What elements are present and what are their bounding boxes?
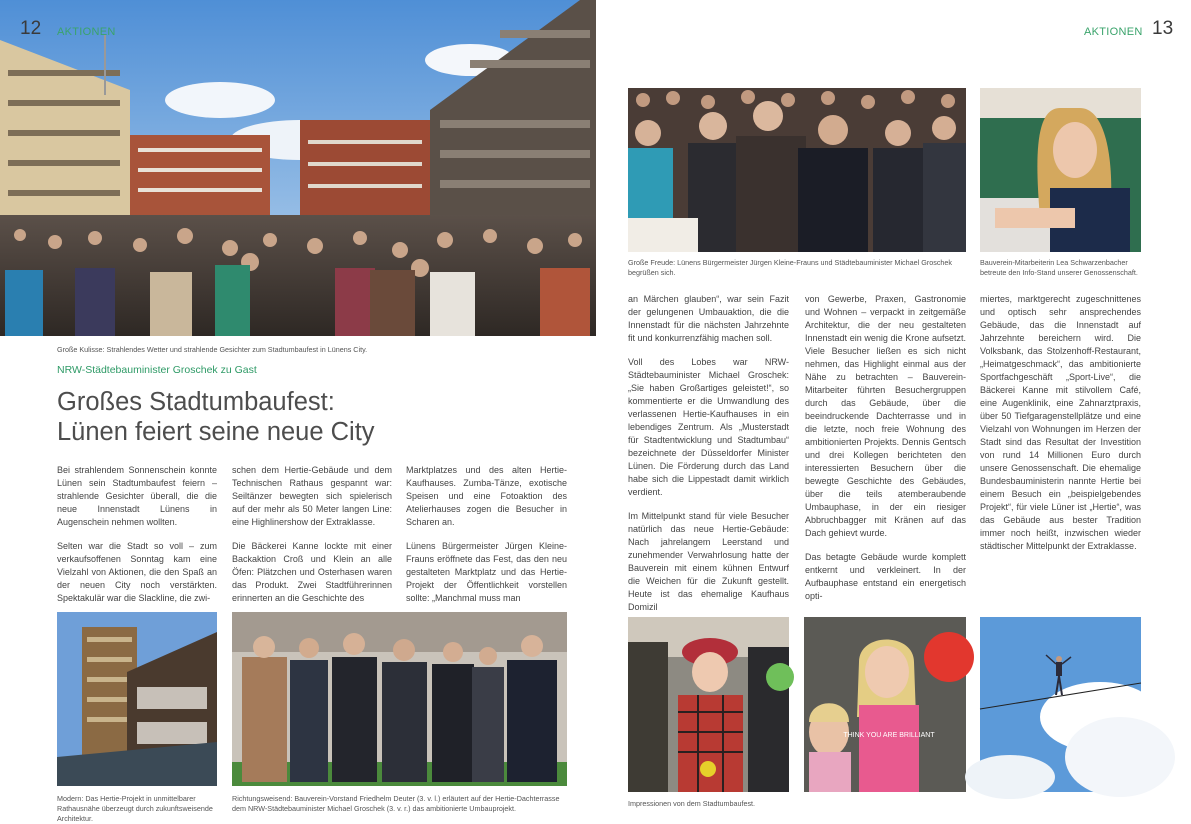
paragraph: Marktplatzes und des alten Hertie-Kaufhauses. Zumba-Tänze, exotische Speisen und eine Fotoaktion des Atelierhauses zogen die Besucher in Scharen an. bbox=[406, 465, 567, 527]
caption-greeting: Große Freude: Lünens Bürgermeister Jürgen Kleine-Frauns und Städtebauminister Michael Groschek begrüßen sich. bbox=[628, 258, 952, 277]
left-text-column-3 bbox=[406, 464, 567, 616]
caption-employee: Bauverein-Mitarbeiterin Lea Schwarzenbacher betreute den Info-Stand unserer Genossenschaft. bbox=[980, 258, 1138, 277]
page-number-right: 13 bbox=[1152, 18, 1174, 39]
left-text-column-1 bbox=[57, 464, 217, 616]
tshirt-text: THINK YOU ARE BRILLIANT bbox=[843, 732, 935, 739]
article-kicker: NRW-Städtebauminister Groschek zu Gast bbox=[57, 364, 257, 376]
photo-impression-children bbox=[804, 617, 966, 792]
paragraph: an Märchen glauben“, war sein Fazit der gelungenen Umbauaktion, die die Innenstadt für die nächsten Jahrzehnte fit und konkurrenzfähig machen soll. bbox=[628, 294, 789, 343]
section-label-left: AKTIONEN bbox=[57, 26, 116, 38]
right-text-column-2 bbox=[805, 293, 966, 614]
photo-mayor-minister-greeting bbox=[628, 88, 966, 252]
caption-impressions: Impressionen von dem Stadtumbaufest. bbox=[628, 799, 756, 808]
photo-impression-slackline bbox=[980, 617, 1141, 792]
paragraph: Im Mittelpunkt stand für viele Besucher natürlich das neue Hertie-Gebäude: Nach jahrelangem Leerstand und zunehmender Verwahrlosung hatte der Bauverein mit einem kühnen Entwurf die Weichen für die Zukunft gestellt. Heute ist das ehemalige Kaufhaus Domizil bbox=[628, 511, 789, 612]
paragraph: miertes, marktgerecht zugeschnittenes und optisch sehr ansprechendes Gebäude, das die Innenstadt auf Jahrzehnte bereichern wird. Die Volksbank, das Stolzenhoff-Restaurant, „Heimatgeschmack“, das ambitionierte Sportfachgeschäft „Sport-Live“, die Bäckerei Kanne mit stilvollem Café, eine Augenklinik, eine Zahnarztpraxis, über 50 Tiefgaragenstellplätze und eine Vielzahl von Wohnungen im Herzen der Stadt sind das Resultat der Investition von rund 14 Millionen Euro durch unsere Genossenschaft. Die ehemalige Bundesbauministerin nannte Hertie bei einem Besuch ein „beispielgebendes Projekt“, für viele Lüner ist „Hertie“, was das Gebäude aus bester Tradition immer noch heißt, inzwischen wieder städtischer Mittelpunkt der Extraklasse. bbox=[980, 294, 1141, 551]
hero-caption: Große Kulisse: Strahlendes Wetter und strahlende Gesichter zum Stadtumbaufest in Lünens City. bbox=[57, 345, 368, 354]
right-text-column-3 bbox=[980, 293, 1141, 564]
caption-officials: Richtungsweisend: Bauverein-Vorstand Friedhelm Deuter (3. v. l.) erläutert auf der Hertie-Dachterrasse dem NRW-Städtebauminister Michael Groschek (3. v. r.) das ambitionierte Umbauprojekt. bbox=[232, 794, 560, 813]
right-text-column-1 bbox=[628, 293, 789, 625]
page-number-left: 12 bbox=[20, 18, 42, 39]
left-text-column-2 bbox=[232, 464, 392, 616]
right-page bbox=[596, 0, 1191, 816]
left-page bbox=[0, 0, 596, 823]
caption-building: Modern: Das Hertie-Projekt in unmittelbarer Rathausnähe überzeugt durch zukunftsweisende Architektur. bbox=[57, 794, 213, 823]
paragraph: Voll des Lobes war NRW-Städtebauminister Michael Groschek: „Sie haben Großartiges geleistet!“, so kommentierte er die Umwandlung des verlassenen Hertie-Kaufhauses in ein lebendiges Zentrum. Als „Musterstadt für Stadtentwicklung und Stadtumbau“ bezeichnete der Düsseldorfer Minister Lünen. Die Förderung durch das Land habe sich die Lippestadt damit wirklich verdient. bbox=[628, 357, 789, 497]
hero-photo-crowd bbox=[0, 0, 596, 336]
photo-officials-terrace bbox=[232, 612, 567, 786]
section-label-right: AKTIONEN bbox=[1084, 26, 1143, 38]
paragraph: Das betagte Gebäude wurde komplett entkernt und verkleinert. In der Aufbauphase entstand ein energetisch opti- bbox=[805, 552, 966, 601]
headline-line-1: Großes Stadtumbaufest: bbox=[57, 388, 335, 416]
headline-line-2: Lünen feiert seine neue City bbox=[57, 418, 375, 446]
photo-hertie-building bbox=[57, 612, 217, 786]
photo-impression-clown bbox=[628, 617, 789, 792]
paragraph: Die Bäckerei Kanne lockte mit einer Backaktion Croß und Klein an alle Öfen: Plätzchen und Osterhasen waren das Produkt. Zwei Stadtführerinnen erinnerten an die Geschichte des bbox=[232, 541, 392, 603]
paragraph: Lünens Bürgermeister Jürgen Kleine-Frauns eröffnete das Fest, das den neu gestalteten Marktplatz und das Hertie-Projekt der Öffentlichkeit vorstellen sollte: „Manchmal muss man bbox=[406, 541, 567, 603]
paragraph: Bei strahlendem Sonnenschein konnte Lünen sein Stadtumbaufest feiern – strahlende Gesichter überall, die die neue Innenstadt Lünens in Augenschein nehmen wollten. bbox=[57, 465, 217, 527]
paragraph: von Gewerbe, Praxen, Gastronomie und Wohnen – verpackt in zeitgemäße Architektur, die der neu gestalteten Innenstadt ein wenig die Krone aufsetzt. Viele Besucher ließen es sich nicht nehmen, das Highlight einmal aus der Nähe zu betrachten – Bauverein-Mitarbeiter führten Besuchergruppen durch das Gebäude, über die beeindruckende Dachterrasse und in die letzte, noch freie Wohnung des ambitionierten Projekts. Dennis Gentsch und drei Kollegen berichteten den interessierten Besuchern über die bewegte Geschichte des Gebäudes, über die teils atemberaubende Umbauphase, in der ein riesiger Abbruchbagger mit Kränen auf das Dach gehievt wurde. bbox=[805, 294, 966, 538]
article-headline bbox=[57, 387, 417, 447]
photo-employee-info-stand bbox=[980, 88, 1141, 252]
paragraph: Selten war die Stadt so voll – zum verkaufsoffenen Sonntag kam eine Vielzahl von Aktionen, die den Spaß an der neuen City noch verstärkten. Spektakulär war die Slackline, die zwi- bbox=[57, 541, 217, 603]
paragraph: schen dem Hertie-Gebäude und dem Technischen Rathaus gespannt war: Seiltänzer bewegten sich spielerisch auf der mehr als 50 Meter langen Line: eine Highlinershow der Extraklasse. bbox=[232, 465, 392, 527]
